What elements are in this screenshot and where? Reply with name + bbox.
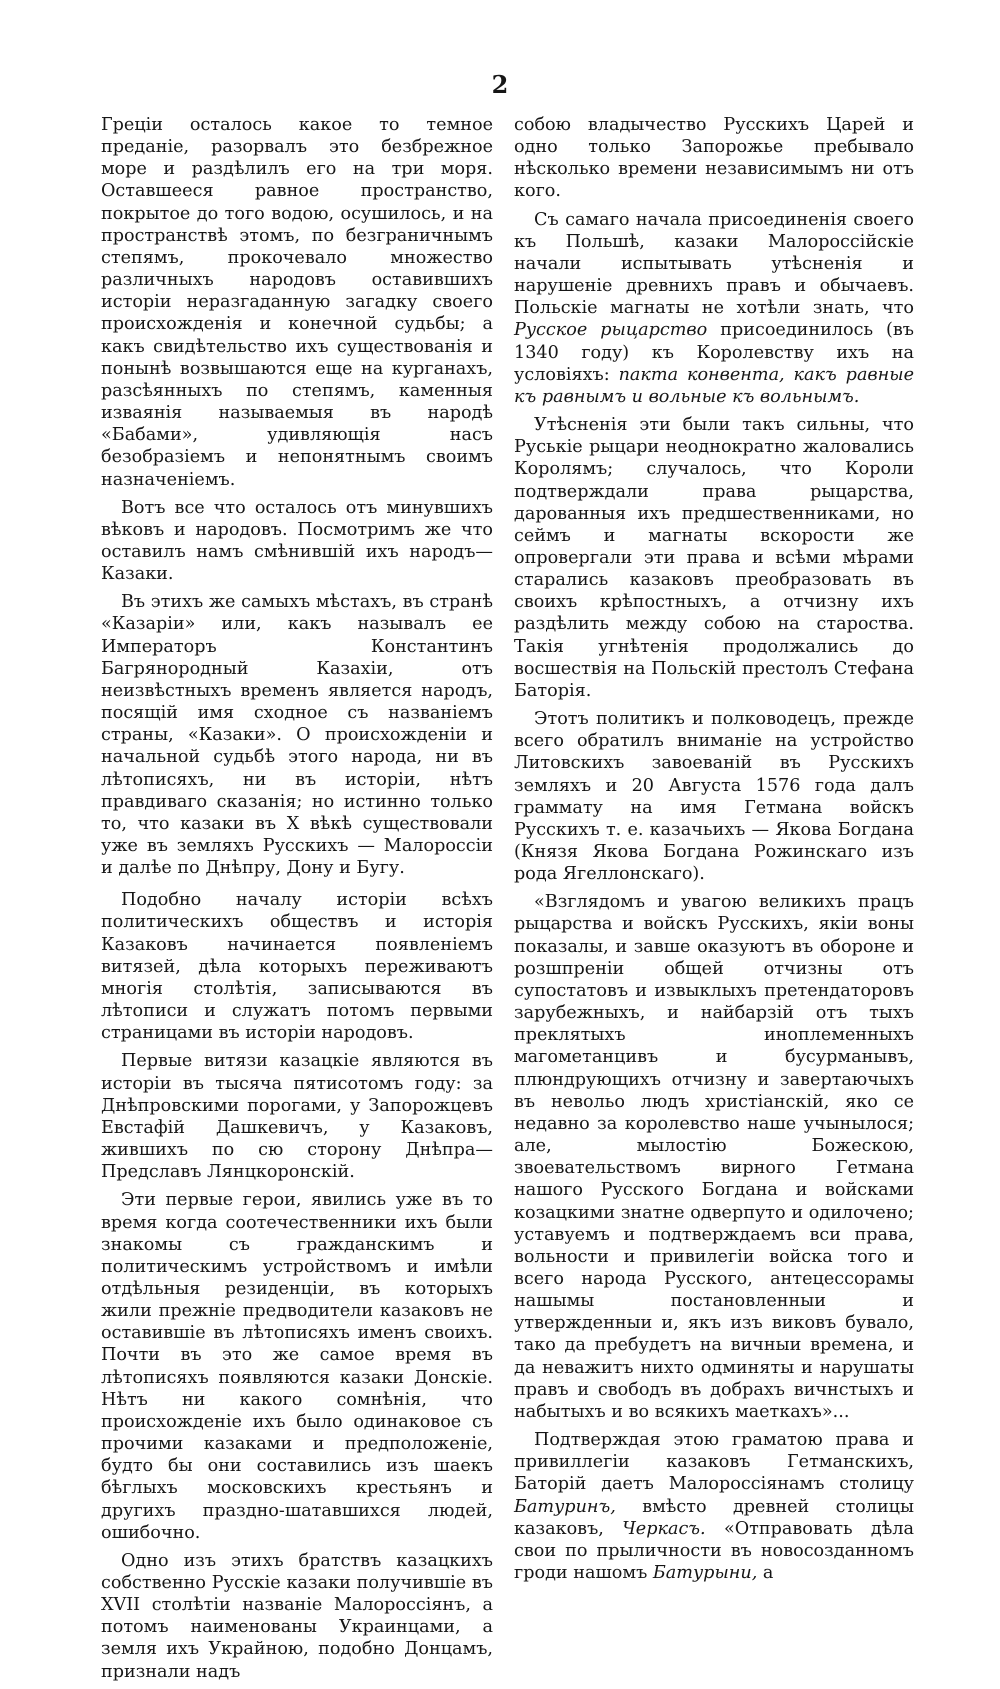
text-run: вмѣсто древней столицы казаковъ, bbox=[514, 1496, 914, 1539]
text-run: Съ самаго начала присоединенія своего къ Польшѣ, казаки Малороссійскіе начали испытывать утѣсненія и нарушеніе древнихъ правъ и обычаевъ. Польскіе магнаты не хотѣли знать, что bbox=[514, 209, 914, 319]
paragraph: Подобно началу исторіи всѣхъ политическихъ обществъ и исторія Казаковъ начинается появленіемъ витязей, дѣла которыхъ переживаютъ многія столѣтія, записываются въ лѣтописи и служатъ потомъ первыми страницами въ исторіи народовъ. bbox=[101, 890, 493, 1044]
paragraph: «Взглядомъ и увагою великихъ працъ рыцарства и войскъ Русскихъ, якіи воны показалы, и завше оказуютъ въ обороне и розшпреніи общей отчизны отъ супостатовъ и извыклыхъ претендаторовъ зарубежныхъ, и найбарзій отъ тыхъ преклятыхъ иноплеменныхъ магометанцивъ и бусурманывъ, плюндрующихъ отчизну и завертаючыхъ въ невольо людъ христіанскій, яко се недавно за королевство наше учынылося; але, мылостію Божескою, звоевательствомъ вирного Гетмана нашого Русского Богдана и войсками козацкими знатне одверпуто и одилочено; уставуемъ и подтверждаемъ вси права, вольности и привилегіи войска того и всего народа Русского, антецессорамы нашымы постановленныи и утвержденныи и, якъ изъ виковъ бувало, тако да пребудетъ на вичныи времена, и да неважитъ нихто одминяты и нарушаты правъ и свободъ въ добрахъ вичнстыхъ и набытыхъ и во всякихъ маеткахъ»... bbox=[514, 892, 914, 1422]
emphasis-text: Черкасъ. bbox=[622, 1518, 706, 1539]
text-run: «Отправовать дѣла свои по прыличности въ новосозданномъ гроди нашомъ bbox=[514, 1518, 915, 1583]
paragraph bbox=[514, 209, 914, 408]
left-column bbox=[101, 114, 493, 1689]
emphasis-text: Батуринъ, bbox=[514, 1496, 616, 1517]
text-run: Подтверждая этою граматою права и привиллегіи казаковъ Гетманскихъ, Баторій даетъ Малороссіянамъ столицу bbox=[514, 1430, 914, 1495]
emphasis-text: Русское рыцарство bbox=[514, 320, 708, 341]
paragraph: Этотъ политикъ и полководецъ, прежде всего обратилъ вниманіе на устройство Литовскихъ завоеваній въ Русскихъ земляхъ и 20 Августа 1576 года далъ граммату на имя Гетмана войскъ Русскихъ т. е. казачьихъ — Якова Богдана (Князя Якова Богдана Рожинскаго изъ рода Ягеллонскаго). bbox=[514, 709, 914, 885]
paragraph: Греціи осталось какое то темное преданіе, разорвалъ это безбрежное море и раздѣлилъ его на три моря. Оставшееся равное пространство, покрытое до того водою, осушилось, и на пространствѣ этомъ, по безграничнымъ степямъ, прокочевало множество различныхъ народовъ оставившихъ исторіи неразгаданную загадку своего происхожденія и конечной судьбы; а какъ свидѣтельство ихъ существованія и понынѣ возвышаются еще на курганахъ, разсѣянныхъ по степямъ, каменныя изваянія называемыя въ народѣ «Бабами», удивляющія насъ безобразіемъ и непонятнымъ своимъ назначеніемъ. bbox=[101, 115, 493, 490]
paragraph: собою владычество Русскихъ Царей и одно только Запорожье пребывало нѣсколько времени независимымъ ни отъ кого. bbox=[514, 115, 914, 202]
paragraph bbox=[514, 1429, 914, 1584]
paragraph: Одно изъ этихъ братствъ казацкихъ собственно Русскіе казаки получившіе въ XVII столѣтіи названіе Малороссіянъ, а потомъ наименованы Украинцами, а земля ихъ Украйною, подобно Донцамъ, признали надъ bbox=[101, 1550, 493, 1682]
emphasis-text: пакта конвента, какъ равные къ равнымъ и вольные къ вольнымъ. bbox=[514, 364, 914, 407]
paragraph: Первые витязи казацкіе являются въ исторіи въ тысяча пятисотомъ году: за Днѣпровскими порогами, у Запорожцевъ Евстафій Дашкевичъ, у Казаковъ, жившихъ по сю сторону Днѣпра—Предславъ Лянцкоронскій. bbox=[101, 1051, 493, 1183]
text-run: присоединилось (въ 1340 году) къ Королевству ихъ на условіяхъ: bbox=[514, 320, 914, 385]
right-column bbox=[514, 114, 914, 1590]
paragraph: Эти первые герои, явились уже въ то время когда соотечественники ихъ были знакомы съ гражданскимъ и политическимъ устройствомъ и имѣли отдѣльныя резиденціи, въ которыхъ жили прежніе предводители казаковъ не оставившіе въ лѣтописяхъ именъ своихъ. Почти въ это же самое время въ лѣтописяхъ появляются казаки Донскіе. Нѣтъ ни какого сомнѣнія, что происхожденіе ихъ было одинаковое съ прочими казаками и предположеніе, будто бы они составились изъ шаекъ бѣглыхъ московскихъ крестьянъ и другихъ праздно-шатавшихся людей, ошибочно. bbox=[101, 1190, 493, 1543]
paragraph: Утѣсненія эти были такъ сильны, что Руськіе рыцари неоднократно жаловались Королямъ; случалось, что Короли подтверждали права рыцарства, дарованныя ихъ предшественниками, но сеймъ и магнаты вскорости же опровергали эти права и всѣми мѣрами старались казаковъ преобразовать въ своихъ крѣпостныхъ, а отчизну ихъ раздѣлить между собою на староства. Такія угнѣтенія продолжались до восшествія на Польскій престолъ Стефана Баторія. bbox=[514, 415, 914, 701]
paragraph: Въ этихъ же самыхъ мѣстахъ, въ странѣ «Казаріи» или, какъ называлъ ее Императоръ Константинъ Багрянородный Казахіи, отъ неизвѣстныхъ временъ является народъ, посящій имя сходное съ названіемъ страны, «Казаки». О происхожденіи и начальной судьбѣ этого народа, ни въ лѣтописяхъ, ни въ исторіи, нѣтъ правдиваго сказанія; но истинно только то, что казаки въ X вѣкѣ существовали уже въ земляхъ Русскихъ — Малороссіи и далѣе по Днѣпру, Дону и Бугу. bbox=[101, 592, 493, 879]
paragraph: Вотъ все что осталось отъ минувшихъ вѣковъ и народовъ. Посмотримъ же что оставилъ намъ смѣнившій ихъ народъ—Казаки. bbox=[101, 497, 493, 585]
page-number: 2 bbox=[491, 70, 509, 99]
emphasis-text: Батурыни, bbox=[652, 1563, 758, 1583]
text-run: а bbox=[762, 1563, 774, 1583]
